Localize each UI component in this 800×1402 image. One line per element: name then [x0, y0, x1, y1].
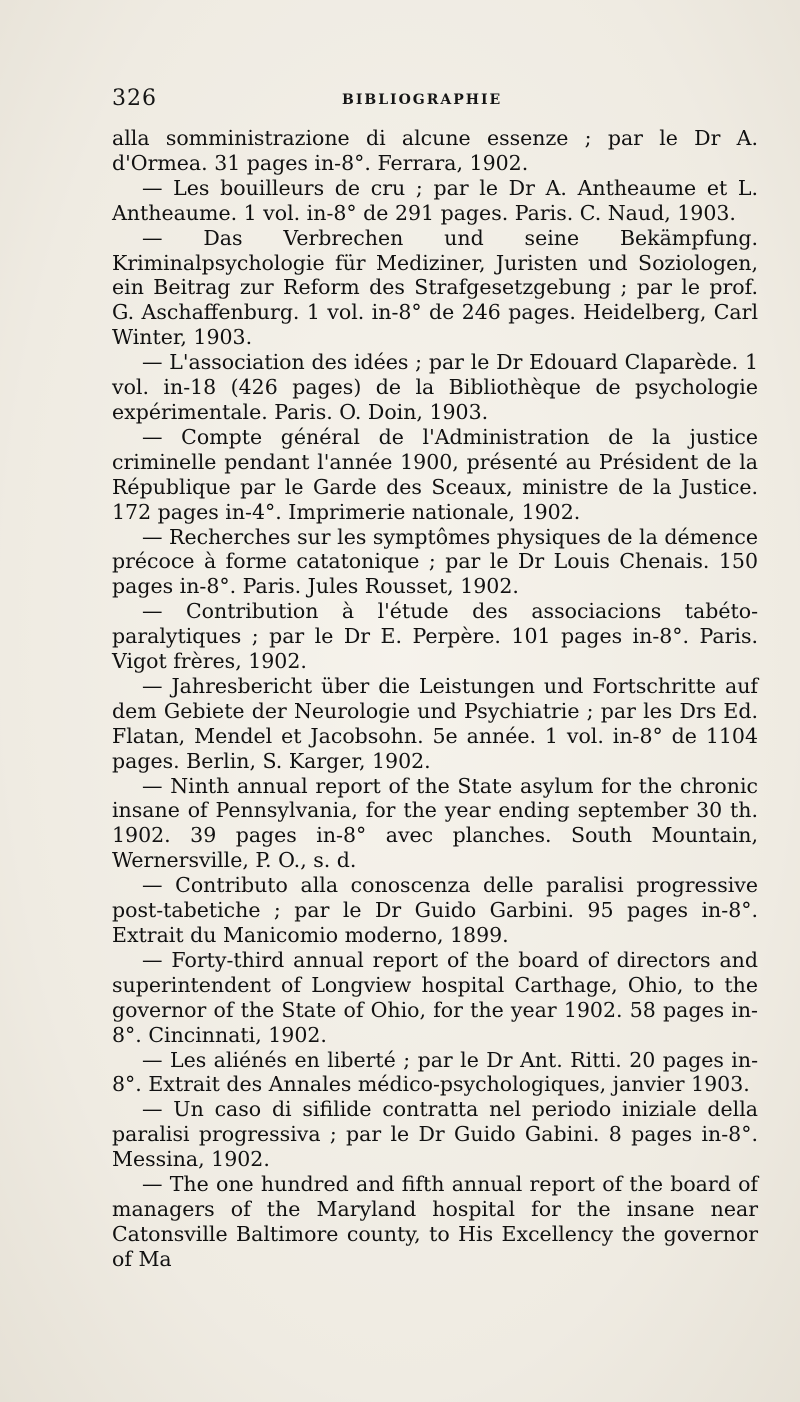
- bibliography-list: [112, 126, 758, 1272]
- bibliography-entry: — Forty-third annual report of the board of directors and superintendent of Longview hospital Carthage, Ohio, to the governor of the State of Ohio, for the year 1902. 58 pages in-8°. Cincinnati, 1902.: [112, 947, 758, 1047]
- bibliography-entry: — Recherches sur les symptômes physiques de la démence précoce à forme catatonique ; par le Dr Louis Chenais. 150 pages in-8°. Paris. Jules Rousset, 1902.: [112, 524, 758, 599]
- bibliography-entry: — Un caso di sifilide contratta nel periodo iniziale della paralisi progressiva ; par le Dr Guido Gabini. 8 pages in-8°. Messina, 1902.: [112, 1097, 758, 1172]
- page-header: [112, 86, 756, 116]
- bibliography-entry: — The one hundred and fifth annual report of the board of managers of the Maryland hospital for the insane near Catonsville Baltimore county, to His Excellency the governor of Ma: [112, 1172, 758, 1271]
- bibliography-entry: — Contributo alla conoscenza delle paralisi progressive post-tabetiche ; par le Dr Guido Garbini. 95 pages in-8°. Extrait du Manicomio moderno, 1899.: [112, 873, 758, 947]
- page-number: 326: [112, 86, 157, 111]
- bibliography-entry: — Das Verbrechen und seine Bekämpfung. Kriminalpsychologie für Mediziner, Juristen und Soziologen, ein Beitrag zur Reform des Strafgesetzgebung ; par le prof. G. Aschaffenburg. 1 vol. in-8° de 246 pages. Heidelberg, Carl Winter, 1903.: [112, 225, 758, 350]
- bibliography-entry: — Ninth annual report of the State asylum for the chronic insane of Pennsylvania, for the year ending september 30 th. 1902. 39 pages in-8° avec planches. South Mountain, Wernersville, P. O., s. d.: [112, 773, 758, 873]
- bibliography-entry: — Contribution à l'étude des associacions tabéto-paralytiques ; par le Dr E. Perpère. 101 pages in-8°. Paris. Vigot frères, 1902.: [112, 599, 758, 674]
- running-head: BIBLIOGRAPHIE: [342, 92, 503, 108]
- bibliography-entry: alla somministrazione di alcune essenze ; par le Dr A. d'Ormea. 31 pages in-8°. Ferrara, 1902.: [112, 126, 758, 175]
- bibliography-entry: — Jahresbericht über die Leistungen und Fortschritte auf dem Gebiete der Neurologie und Psychiatrie ; par les Drs Ed. Flatan, Mendel et Jacobsohn. 5e année. 1 vol. in-8° de 1104 pages. Berlin, S. Karger, 1902.: [112, 673, 758, 773]
- bibliography-entry: — Compte général de l'Administration de la justice criminelle pendant l'année 1900, présenté au Président de la République par le Garde des Sceaux, ministre de la Justice. 172 pages in-4°. Imprimerie nationale, 1902.: [112, 424, 758, 524]
- bibliography-entry: — L'association des idées ; par le Dr Edouard Claparède. 1 vol. in-18 (426 pages) de la Bibliothèque de psychologie expérimentale. Paris. O. Doin, 1903.: [112, 350, 758, 424]
- bibliography-entry: — Les bouilleurs de cru ; par le Dr A. Antheaume et L. Antheaume. 1 vol. in-8° de 291 pages. Paris. C. Naud, 1903.: [112, 175, 758, 225]
- bibliography-entry: — Les aliénés en liberté ; par le Dr Ant. Ritti. 20 pages in-8°. Extrait des Annales médico-psychologiques, janvier 1903.: [112, 1047, 758, 1097]
